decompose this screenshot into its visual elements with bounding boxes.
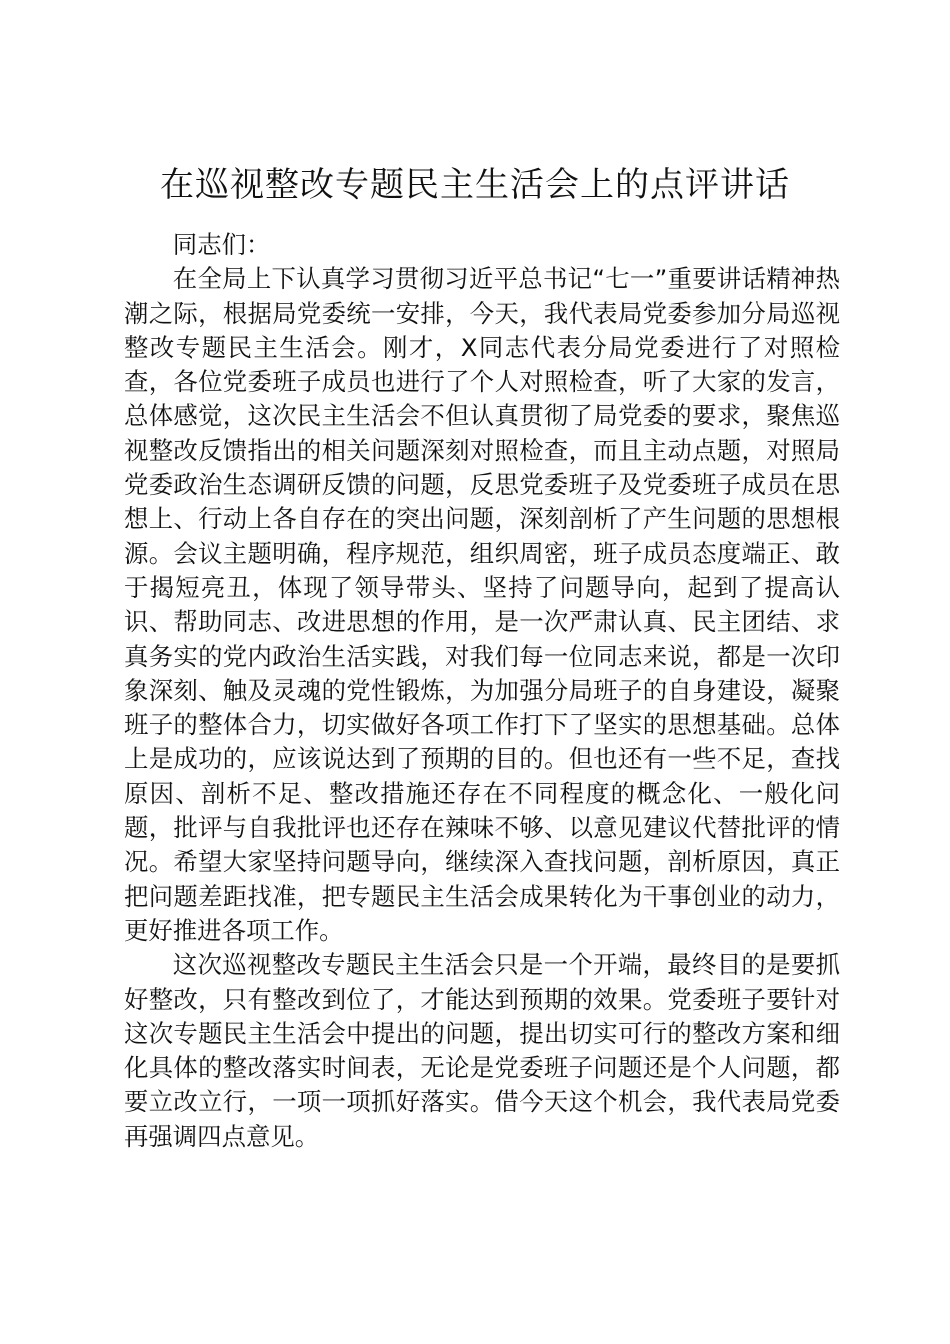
document-title: 在巡视整改专题民主生活会上的点评讲话 <box>160 165 790 205</box>
document-body <box>124 228 840 1154</box>
salutation: 同志们： <box>172 230 271 259</box>
paragraph-1: 在全局上下认真学习贯彻习近平总书记“七一”重要讲话精神热潮之际，根据局党委统一安排，今天，我代表局党委参加分局巡视整改专题民主生活会。刚才，X同志代表分局党委进行了对照检查，各位党委班子成员也进行了个人对照检查，听了大家的发言，总体感觉，这次民主生活会不但认真贯彻了局党委的要求，聚焦巡视整改反馈指出的相关问题深刻对照检查，而且主动点题，对照局党委政治生态调研反馈的问题，反思党委班子及党委班子成员在思想上、行动上各自存在的突出问题，深刻剖析了产生问题的思想根源。会议主题明确，程序规范，组织周密，班子成员态度端正、敢于揭短亮丑，体现了领导带头、坚持了问题导向，起到了提高认识、帮助同志、改进思想的作用，是一次严肃认真、民主团结、求真务实的党内政治生活实践，对我们每一位同志来说，都是一次印象深刻、触及灵魂的党性锻炼，为加强分局班子的自身建设，凝聚班子的整体合力，切实做好各项工作打下了坚实的思想基础。总体上是成功的，应该说达到了预期的目的。但也还有一些不足，查找原因、剖析不足、整改措施还存在不同程度的概念化、一般化问题，批评与自我批评也还存在辣味不够、以意见建议代替批评的情况。希望大家坚持问题导向，继续深入查找问题，剖析原因，真正把问题差距找准，把专题民主生活会成果转化为干事创业的动力，更好推进各项工作。 <box>124 264 840 945</box>
paragraph-2: 这次巡视整改专题民主生活会只是一个开端，最终目的是要抓好整改，只有整改到位了，才能达到预期的效果。党委班子要针对这次专题民主生活会中提出的问题，提出切实可行的整改方案和细化具体的整改落实时间表，无论是党委班子问题还是个人问题，都要立改立行，一项一项抓好落实。借今天这个机会，我代表局党委再强调四点意见。 <box>124 950 840 1151</box>
